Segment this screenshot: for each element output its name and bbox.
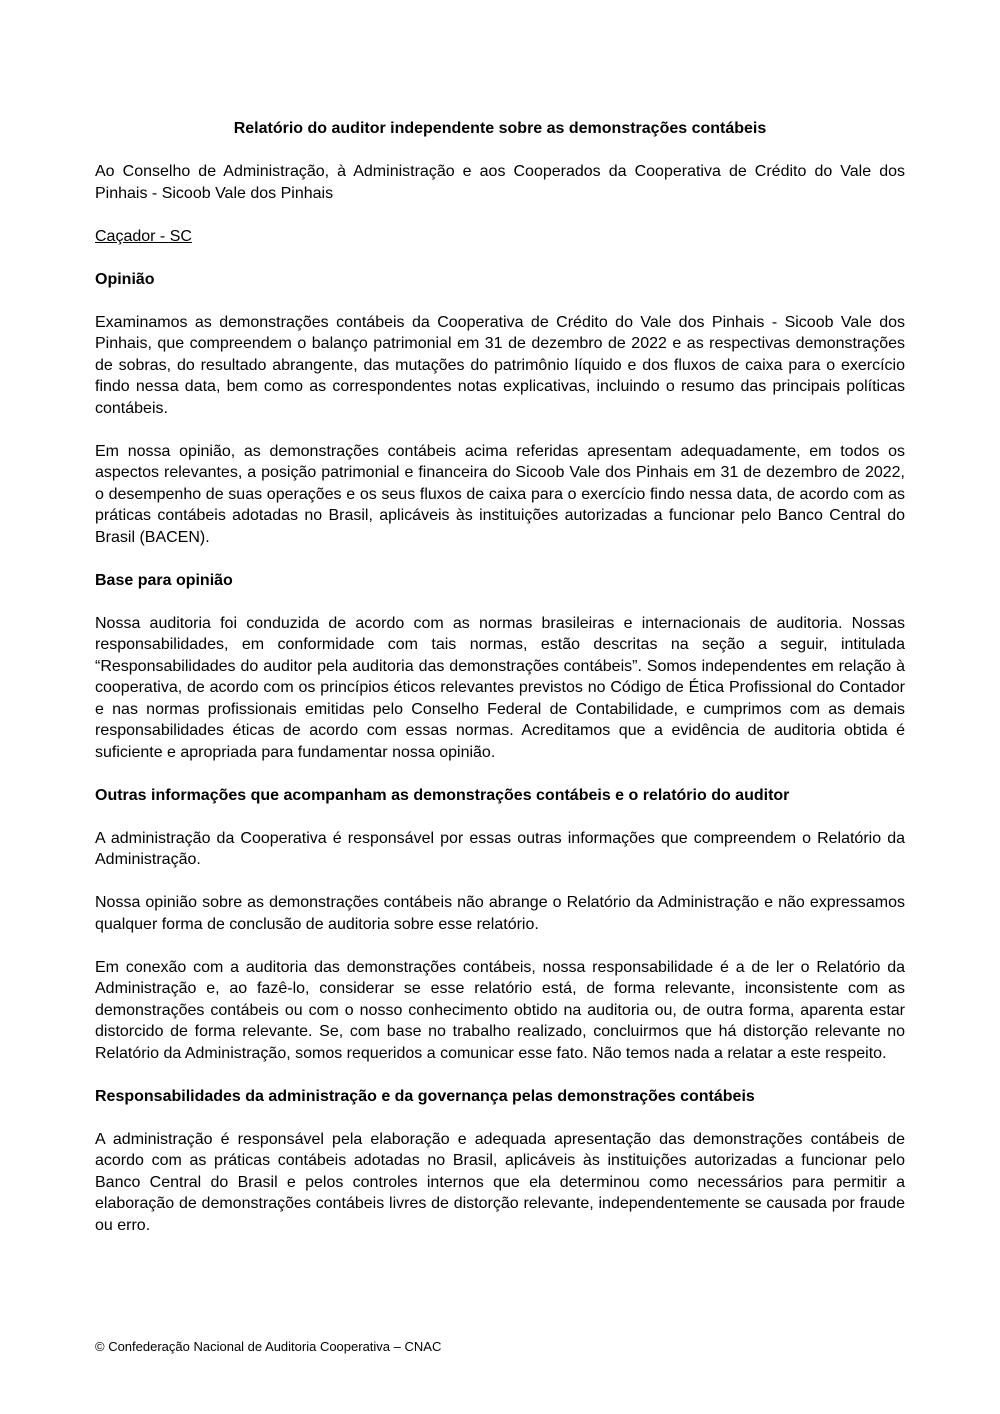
paragraph-outras-informacoes-3: Em conexão com a auditoria das demonstrações contábeis, nossa responsabilidade é a de ler o Relatório da Administração e, ao fazê-lo, considerar se esse relatório está, de forma relevante, inconsistente com as demonstrações contábeis ou com o nosso conhecimento obtido na auditoria ou, de outra forma, aparenta estar distorcido de forma relevante. Se, com base no trabalho realizado, concluirmos que há distorção relevante no Relatório da Administração, somos requeridos a comunicar esse fato. Não temos nada a relatar a este respeito. bbox=[95, 958, 905, 1062]
footer-copyright: © Confederação Nacional de Auditoria Cooperativa – CNAC bbox=[95, 1339, 442, 1354]
location-line: Caçador - SC bbox=[95, 227, 192, 245]
paragraph-outras-informacoes-2: Nossa opinião sobre as demonstrações contábeis não abrange o Relatório da Administração e não expressamos qualquer forma de conclusão de auditoria sobre esse relatório. bbox=[95, 894, 905, 933]
paragraph-base-para-opiniao-1: Nossa auditoria foi conduzida de acordo com as normas brasileiras e internacionais de auditoria. Nossas responsabilidades, em conformidade com tais normas, estão descritas na seção a seguir, intitulada “Responsabilidades do auditor pela auditoria das demonstrações contábeis”. Somos independentes em relação à cooperativa, de acordo com os princípios éticos relevantes previstos no Código de Ética Profissional do Contador e nas normas profissionais emitidas pelo Conselho Federal de Contabilidade, e cumprimos com as demais responsabilidades éticas de acordo com essas normas. Acreditamos que a evidência de auditoria obtida é suficiente e apropriada para fundamentar nossa opinião. bbox=[95, 614, 905, 761]
paragraph-outras-informacoes-1: A administração da Cooperativa é responsável por essas outras informações que compreendem o Relatório da Administração. bbox=[95, 829, 905, 868]
paragraph-opiniao-2: Em nossa opinião, as demonstrações contábeis acima referidas apresentam adequadamente, em todos os aspectos relevantes, a posição patrimonial e financeira do Sicoob Vale dos Pinhais em 31 de dezembro de 2022, o desempenho de suas operações e os seus fluxos de caixa para o exercício findo nessa data, de acordo com as práticas contábeis adotadas no Brasil, aplicáveis às instituições autorizadas a funcionar pelo Banco Central do Brasil (BACEN). bbox=[95, 442, 905, 546]
section-heading-outras-informacoes: Outras informações que acompanham as demonstrações contábeis e o relatório do auditor bbox=[95, 786, 790, 804]
addressee-paragraph: Ao Conselho de Administração, à Administração e aos Cooperados da Cooperativa de Crédito do Vale dos Pinhais - Sicoob Vale dos Pinhais bbox=[95, 163, 905, 202]
paragraph-opiniao-1: Examinamos as demonstrações contábeis da Cooperativa de Crédito do Vale dos Pinhais - Sicoob Vale dos Pinhais, que compreendem o balanço patrimonial em 31 de dezembro de 2022 e as respectivas demonstrações de sobras, do resultado abrangente, das mutações do patrimônio líquido e dos fluxos de caixa para o exercício findo nessa data, bem como as correspondentes notas explicativas, incluindo o resumo das principais políticas contábeis. bbox=[95, 313, 905, 417]
section-heading-responsabilidades-administracao: Responsabilidades da administração e da governança pelas demonstrações contábeis bbox=[95, 1087, 755, 1105]
paragraph-responsabilidades-administracao-1: A administração é responsável pela elaboração e adequada apresentação das demonstrações contábeis de acordo com as práticas contábeis adotadas no Brasil, aplicáveis às instituições autorizadas a funcionar pelo Banco Central do Brasil e pelos controles internos que ela determinou como necessários para permitir a elaboração de demonstrações contábeis livres de distorção relevante, independentemente se causada por fraude ou erro. bbox=[95, 1130, 905, 1234]
section-heading-base-para-opiniao: Base para opinião bbox=[95, 571, 233, 589]
section-heading-opiniao: Opinião bbox=[95, 270, 155, 288]
document-title: Relatório do auditor independente sobre as demonstrações contábeis bbox=[233, 120, 767, 137]
